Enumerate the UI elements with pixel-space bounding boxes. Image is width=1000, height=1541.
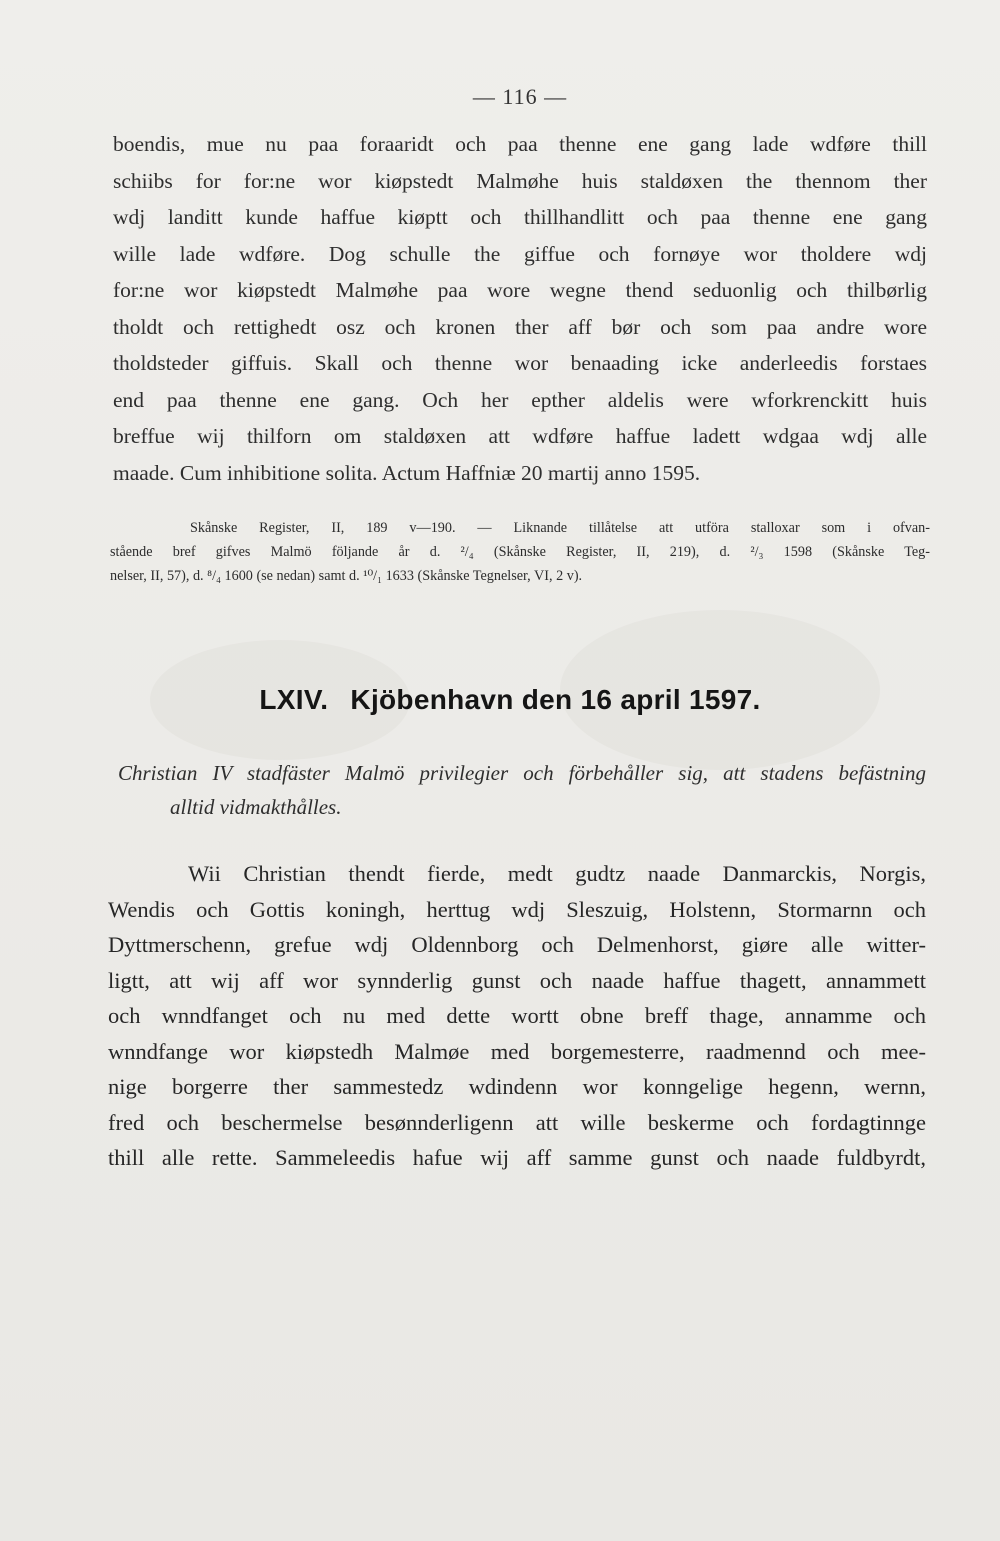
text-line: schiibs for for:ne wor kiøpstedt Malmøhe huis staldøxen the thennom ther <box>113 168 927 193</box>
section-title: Kjöbenhavn den 16 april 1597. <box>350 684 761 715</box>
text-line: wille lade wdføre. Dog schulle the giffue och fornøye wor tholdere wdj <box>113 241 927 266</box>
body-paragraph-2 <box>108 856 926 1176</box>
text-line: wnndfange wor kiøpstedh Malmøe med borgemesterre, raadmennd och mee- <box>108 1038 926 1064</box>
summary-line: alltid vidmakthålles. <box>170 795 342 819</box>
text-line: ligtt, att wij aff wor synnderlig gunst och naade haffue thagett, annammett <box>108 967 926 993</box>
page-number: — 116 — <box>472 84 568 109</box>
text-line: Dyttmerschenn, grefue wdj Oldennborg och Delmenhorst, giøre alle witter- <box>108 932 926 957</box>
text-line: Wii Christian thendt fierde, medt gudtz naade Danmarckis, Norgis, <box>188 861 926 886</box>
note-line: nelser, II, 57), d. ⁸/₄ 1600 (se nedan) samt d. ¹⁰/₁ 1633 (Skånske Tegnelser, VI, 2 v). <box>110 568 583 584</box>
text-line: Wendis och Gottis koningh, herttug wdj Sleszuig, Holstenn, Stormarnn och <box>108 896 926 922</box>
note-line: Skånske Register, II, 189 v—190. — Liknande tillåtelse att utföra stalloxar som i ofvan- <box>190 520 930 536</box>
text-line: end paa thenne ene gang. Och her epther aldelis were wforkrenckitt huis <box>113 387 927 412</box>
text-line: maade. Cum inhibitione solita. Actum Haffniæ 20 martij anno 1595. <box>113 460 701 485</box>
text-line: thill alle rette. Sammeleedis hafue wij aff samme gunst och naade fuldbyrdt, <box>108 1145 926 1170</box>
text-line: nige borgerre ther sammestedz wdindenn wor konngelige hegenn, wernn, <box>108 1074 926 1099</box>
text-line: wdj landitt kunde haffue kiøptt och thillhandlitt och paa thenne ene gang <box>113 205 927 229</box>
note-line: stående bref gifves Malmö följande år d. ²/₄ (Skånske Register, II, 219), d. ²/₃ 1598 (Skånske Teg- <box>110 544 930 560</box>
text-line: tholdt och rettighedt osz och kronen ther aff bør och som paa andre wore <box>113 314 927 339</box>
text-line: och wnndfanget och nu med dette wortt obne breff thage, annamme och <box>108 1003 926 1028</box>
text-line: breffue wij thilforn om staldøxen att wdføre haffue ladett wdgaa wdj alle <box>113 424 927 448</box>
section-summary <box>118 756 926 824</box>
section-heading <box>0 684 1000 716</box>
section-numeral: LXIV. <box>259 684 329 715</box>
body-paragraph-1 <box>113 126 927 491</box>
text-line: fred och beschermelse besønnderligenn att wille beskerme och fordagtinnge <box>108 1109 926 1135</box>
text-line: tholdsteder giffuis. Skall och thenne wor benaading icke anderleedis forstaes <box>113 351 927 375</box>
source-notes <box>110 516 930 588</box>
text-line: boendis, mue nu paa foraaridt och paa thenne ene gang lade wdføre thill <box>113 132 927 156</box>
summary-line: Christian IV stadfäster Malmö privilegier och förbehåller sig, att stadens befästning <box>118 761 926 785</box>
text-line: for:ne wor kiøpstedt Malmøhe paa wore wegne thend seduonlig och thilbørlig <box>113 278 927 302</box>
